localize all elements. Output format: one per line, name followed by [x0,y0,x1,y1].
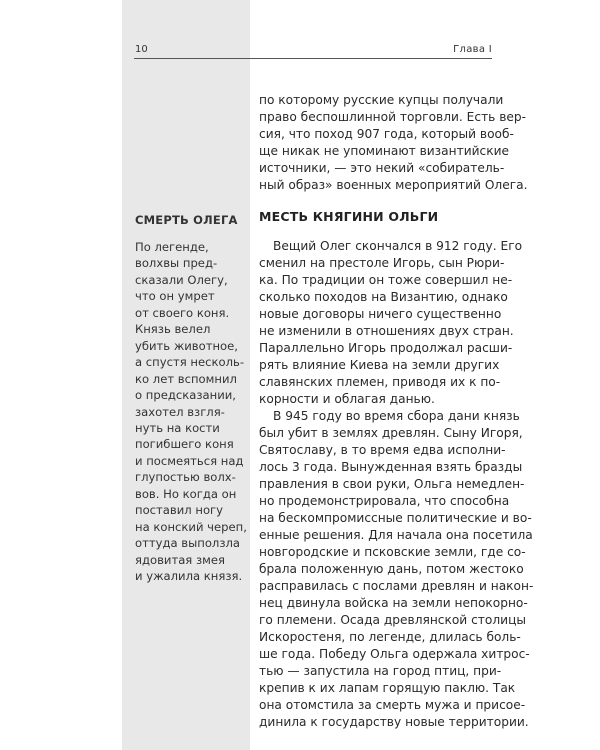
text-line: рять влияние Киева на земли других [259,358,500,372]
text-line: и посмеяться над [135,453,244,468]
text-line: новгородские и псковские земли, где со- [259,545,526,559]
text-line: нуть на кости [135,420,220,435]
text-line: брала положенную дань, потом жестоко [259,562,524,576]
text-line: она отомстила за смерть мужа и присое- [259,698,526,712]
text-line: сменил на престоле Игорь, сын Рюри- [259,256,505,270]
text-line: ядовитая змея [135,552,225,567]
text-line: расправилась с послами древлян и након- [259,579,534,593]
text-line: сия, что поход 907 года, который вооб- [259,127,514,141]
text-line: Параллельно Игорь продолжал расши- [259,341,513,355]
text-line: поставил ногу [135,503,223,518]
text-line: о предсказании, [135,388,236,403]
text-line: а спустя несколь- [135,355,245,370]
text-line: глупостью волх- [135,470,236,485]
text-line: Князь велел [135,322,211,337]
text-line: ка. По традиции он тоже совершил не- [259,273,513,287]
text-line: славянских племен, приводя их к по- [259,375,501,389]
text-line: право беспошлинной торговли. Есть вер- [259,110,527,124]
text-line: Вещий Олег скончался в 912 году. Его [273,239,523,253]
text-line: и ужалила князя. [135,569,243,584]
text-line: ный образ» военных мероприятий Олега. [259,178,528,192]
text-line: ко лет вспомнил [135,371,237,386]
intro-text [259,92,528,194]
paragraph-2 [259,408,534,731]
text-line: енные решения. Для начала она посетила [259,528,533,542]
text-line: оттуда выползла [135,536,241,551]
text-line: нец двинула войска на земли непокорно- [259,596,528,610]
text-line: сказали Олегу, [135,272,228,287]
text-line: Святославу, в то время едва исполни- [259,443,506,457]
text-line: на конский череп, [135,519,247,534]
header-rule [134,58,492,59]
text-line: ше года. Победу Ольга одержала хитрос- [259,647,530,661]
text-line: сколько походов на Византию, однако [259,290,508,304]
sidebar-body [135,239,247,585]
section-title: МЕСТЬ КНЯГИНИ ОЛЬГИ [259,209,439,224]
text-line: не изменили в отношениях двух стран. [259,324,514,338]
text-line: корности и облагая данью. [259,392,435,406]
text-line: убить животное, [135,338,238,353]
text-line: был убит в землях древлян. Сыну Игоря, [259,426,523,440]
text-line: Искоростеня, по легенде, длилась боль- [259,630,521,644]
text-line: но продемонстрировала, что способна [259,494,510,508]
main-text [259,238,534,731]
text-line: тью — запустила на город птиц, при- [259,664,502,678]
text-line: на бескомпромиссные политические и во- [259,511,532,525]
sidebar-note [135,213,247,585]
text-line: источники, — это некий «собиратель- [259,161,505,175]
sidebar-title: СМЕРТЬ ОЛЕГА [135,213,238,227]
text-line: захотел взгля- [135,404,225,419]
text-line: новые договоры ничего существенно [259,307,502,321]
text-line: правления в свои руки, Ольга немедлен- [259,477,525,491]
text-line: ще никак не упоминают византийские [259,144,510,158]
page-number: 10 [135,44,148,55]
text-line: что он умрет [135,289,215,304]
text-line: динила к государству новые территории. [259,715,529,729]
text-line: вов. Но когда он [135,486,237,501]
text-line: По легенде, [135,240,209,254]
text-line: крепив к их лапам горящую паклю. Так [259,681,516,695]
running-head: Глава I [453,44,492,55]
text-line: В 945 году во время сбора дани князь [273,409,520,423]
text-line: погибшего коня [135,437,234,452]
text-line: лось 3 года. Вынужденная взять бразды [259,460,523,474]
paragraph-1 [259,238,523,408]
text-line: го племени. Осада древлянской столицы [259,613,526,627]
text-line: от своего коня. [135,305,230,320]
text-line: волхвы пред- [135,256,218,271]
text-line: по которому русские купцы получали [259,93,504,107]
